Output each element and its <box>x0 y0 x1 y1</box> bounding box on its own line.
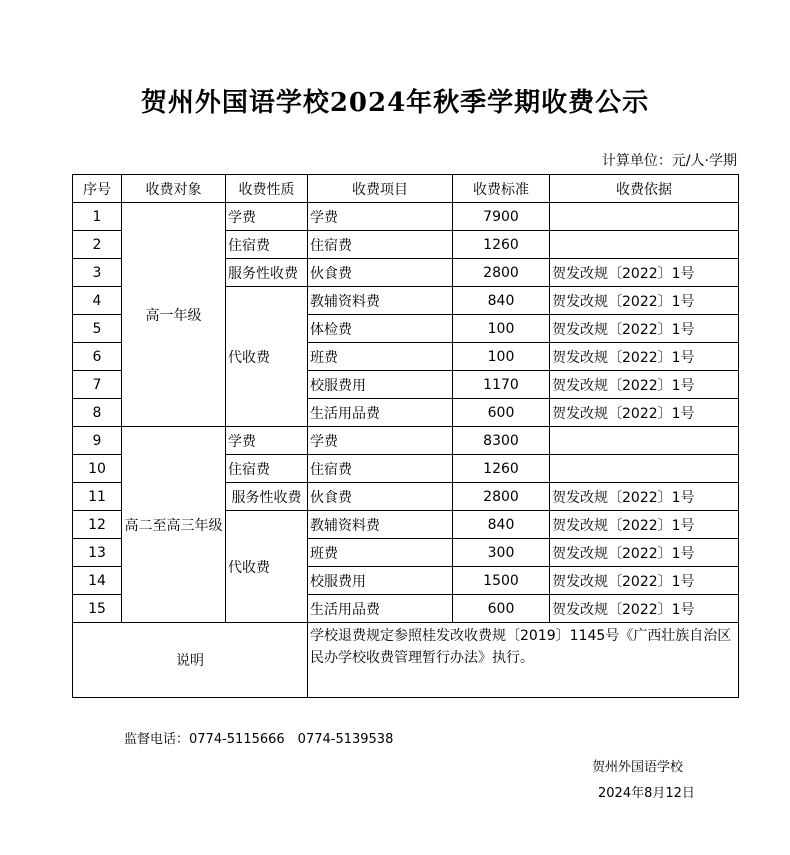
row-no: 14 <box>73 567 122 595</box>
amount-cell: 2800 <box>453 483 550 511</box>
basis-cell <box>550 455 739 483</box>
item-cell: 教辅资料费 <box>308 287 453 315</box>
item-cell: 伙食费 <box>308 259 453 287</box>
nature-cell: 学费 <box>226 203 308 231</box>
amount-cell: 2800 <box>453 259 550 287</box>
basis-cell: 贺发改规〔2022〕1号 <box>550 483 739 511</box>
amount-cell: 600 <box>453 399 550 427</box>
nature-cell: 服务性收费 <box>226 259 308 287</box>
basis-cell: 贺发改规〔2022〕1号 <box>550 259 739 287</box>
row-no: 4 <box>73 287 122 315</box>
amount-cell: 600 <box>453 595 550 623</box>
table-row <box>73 203 739 231</box>
target-cell: 高二至高三年级 <box>122 427 226 623</box>
amount-cell: 840 <box>453 287 550 315</box>
row-no: 11 <box>73 483 122 511</box>
amount-cell: 8300 <box>453 427 550 455</box>
row-no: 10 <box>73 455 122 483</box>
row-no: 9 <box>73 427 122 455</box>
item-cell: 学费 <box>308 427 453 455</box>
item-cell: 住宿费 <box>308 455 453 483</box>
amount-cell: 1260 <box>453 231 550 259</box>
item-cell: 生活用品费 <box>308 399 453 427</box>
header-nature: 收费性质 <box>226 175 308 203</box>
row-no: 2 <box>73 231 122 259</box>
amount-cell: 7900 <box>453 203 550 231</box>
row-no: 1 <box>73 203 122 231</box>
amount-cell: 1500 <box>453 567 550 595</box>
basis-cell <box>550 231 739 259</box>
basis-cell: 贺发改规〔2022〕1号 <box>550 511 739 539</box>
basis-cell: 贺发改规〔2022〕1号 <box>550 399 739 427</box>
header-basis: 收费依据 <box>550 175 739 203</box>
header-item: 收费项目 <box>308 175 453 203</box>
table-row <box>73 427 739 455</box>
amount-cell: 1170 <box>453 371 550 399</box>
nature-cell: 学费 <box>226 427 308 455</box>
item-cell: 校服费用 <box>308 567 453 595</box>
nature-cell: 服务性收费 <box>226 483 308 511</box>
basis-cell <box>550 203 739 231</box>
note-row <box>73 623 739 698</box>
item-cell: 学费 <box>308 203 453 231</box>
header-no: 序号 <box>73 175 122 203</box>
row-no: 8 <box>73 399 122 427</box>
note-text: 学校退费规定参照桂发改收费规〔2019〕1145号《广西壮族自治区民办学校收费管理暂行办法》执行。 <box>308 623 739 698</box>
header-amount: 收费标准 <box>453 175 550 203</box>
amount-cell: 1260 <box>453 455 550 483</box>
item-cell: 伙食费 <box>308 483 453 511</box>
table-header-row <box>73 175 739 203</box>
amount-cell: 300 <box>453 539 550 567</box>
note-label: 说明 <box>73 623 308 698</box>
item-cell: 生活用品费 <box>308 595 453 623</box>
row-no: 13 <box>73 539 122 567</box>
item-cell: 住宿费 <box>308 231 453 259</box>
basis-cell <box>550 427 739 455</box>
item-cell: 教辅资料费 <box>308 511 453 539</box>
item-cell: 校服费用 <box>308 371 453 399</box>
amount-cell: 100 <box>453 315 550 343</box>
fee-table <box>72 174 739 698</box>
page-title: 贺州外国语学校2024年秋季学期收费公示 <box>140 88 650 118</box>
row-no: 3 <box>73 259 122 287</box>
nature-cell: 代收费 <box>226 511 308 623</box>
row-no: 5 <box>73 315 122 343</box>
row-no: 7 <box>73 371 122 399</box>
amount-cell: 100 <box>453 343 550 371</box>
target-cell: 高一年级 <box>122 203 226 427</box>
contact-phone: 监督电话：0774-5115666 0774-5139538 <box>124 732 394 747</box>
header-target: 收费对象 <box>122 175 226 203</box>
nature-cell: 住宿费 <box>226 231 308 259</box>
amount-cell: 840 <box>453 511 550 539</box>
item-cell: 班费 <box>308 343 453 371</box>
basis-cell: 贺发改规〔2022〕1号 <box>550 343 739 371</box>
basis-cell: 贺发改规〔2022〕1号 <box>550 595 739 623</box>
basis-cell: 贺发改规〔2022〕1号 <box>550 287 739 315</box>
basis-cell: 贺发改规〔2022〕1号 <box>550 315 739 343</box>
nature-cell: 代收费 <box>226 287 308 427</box>
basis-cell: 贺发改规〔2022〕1号 <box>550 567 739 595</box>
row-no: 6 <box>73 343 122 371</box>
nature-cell: 住宿费 <box>226 455 308 483</box>
sign-date: 2024年8月12日 <box>598 786 695 801</box>
row-no: 15 <box>73 595 122 623</box>
unit-label: 计算单位：元/人·学期 <box>601 153 737 169</box>
row-no: 12 <box>73 511 122 539</box>
item-cell: 班费 <box>308 539 453 567</box>
signer-name: 贺州外国语学校 <box>592 760 684 775</box>
basis-cell: 贺发改规〔2022〕1号 <box>550 371 739 399</box>
item-cell: 体检费 <box>308 315 453 343</box>
basis-cell: 贺发改规〔2022〕1号 <box>550 539 739 567</box>
